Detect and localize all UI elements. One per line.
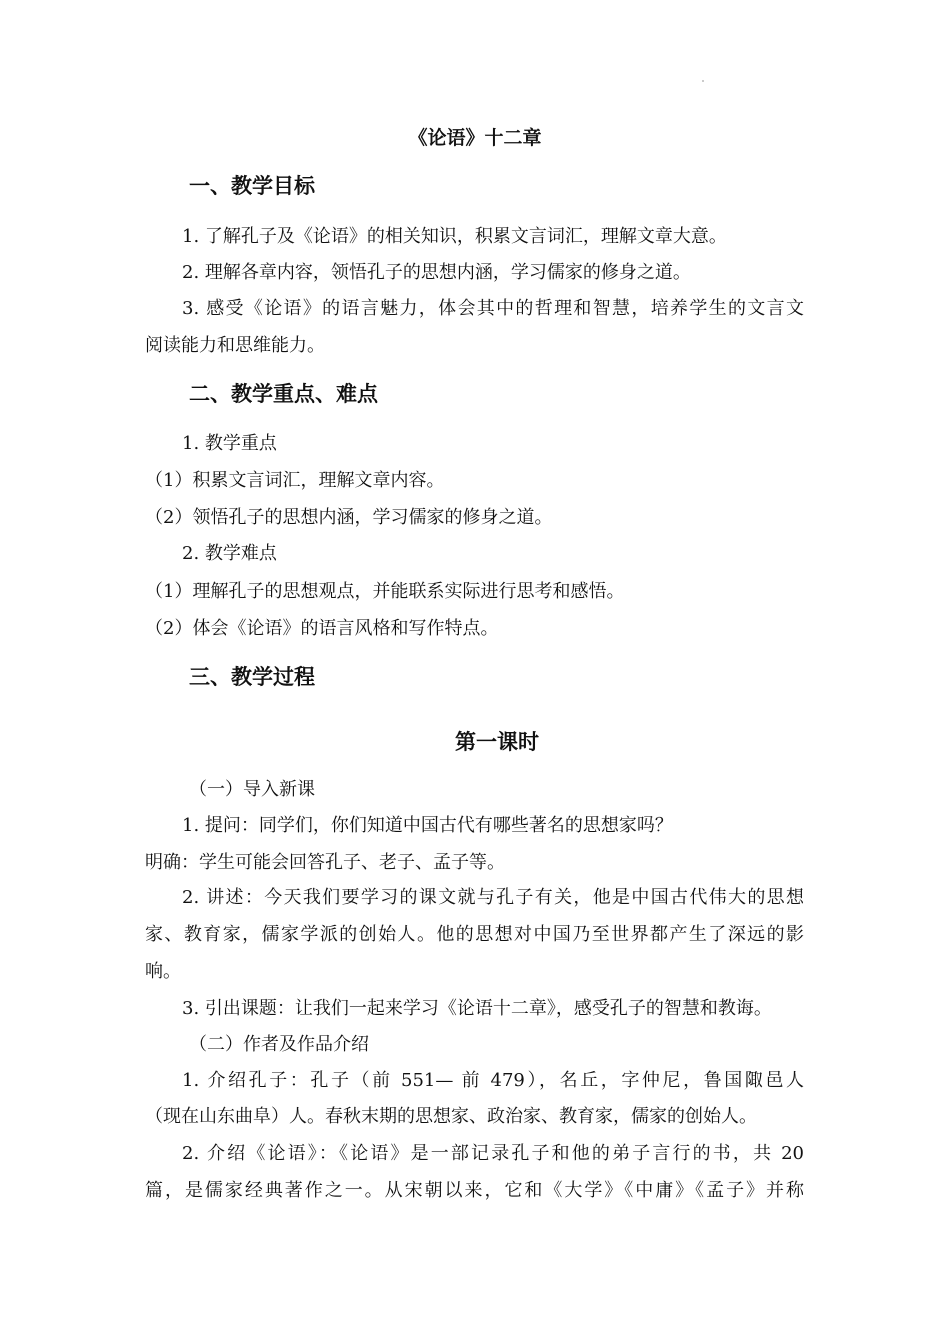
author-item-2-line-2: 篇，是儒家经典著作之一。从宋朝以来，它和《大学》《中庸》《孟子》并称 (145, 1180, 804, 1201)
author-item-2-line-1: 2. 介绍《论语》：《论语》是一部记录孔子和他的弟子言行的书，共 20 (182, 1143, 804, 1164)
goal-item-1: 1. 了解孔子及《论语》的相关知识，积累文言词汇，理解文章大意。 (182, 226, 727, 247)
section-heading-process: 三、教学过程 (189, 665, 315, 689)
section-heading-keypoints: 二、教学重点、难点 (189, 382, 378, 406)
intro-question-1: 1. 提问：同学们，你们知道中国古代有哪些著名的思想家吗？ (182, 815, 673, 836)
keypoint-sub-heading-1: 1. 教学重点 (182, 433, 277, 454)
document-title: 《论语》十二章 (408, 127, 542, 149)
difficulty-item-2: （2）体会《论语》的语言风格和写作特点。 (145, 618, 499, 639)
lesson-title: 第一课时 (455, 730, 539, 754)
intro-item-3: 3. 引出课题：让我们一起来学习《论语十二章》，感受孔子的智慧和教诲。 (182, 998, 772, 1019)
difficulty-sub-heading: 2. 教学难点 (182, 543, 277, 564)
goal-item-3-line-2: 阅读能力和思维能力。 (145, 335, 325, 356)
part-heading-author: （二）作者及作品介绍 (189, 1034, 369, 1055)
keypoint-item-1: （1）积累文言词汇，理解文章内容。 (145, 470, 445, 491)
keypoint-item-2: （2）领悟孔子的思想内涵，学习儒家的修身之道。 (145, 507, 553, 528)
intro-item-2-line-3: 响。 (145, 961, 181, 982)
difficulty-item-1: （1）理解孔子的思想观点，并能联系实际进行思考和感悟。 (145, 581, 625, 602)
author-item-1-line-2: （现在山东曲阜）人。春秋末期的思想家、政治家、教育家，儒家的创始人。 (145, 1106, 757, 1127)
intro-item-2-line-2: 家、教育家，儒家学派的创始人。他的思想对中国乃至世界都产生了深远的影 (145, 924, 804, 945)
author-item-1-line-1: 1. 介绍孔子：孔子（前 551— 前 479），名丘，字仲尼，鲁国陬邑人 (182, 1070, 804, 1091)
intro-answer-1: 明确：学生可能会回答孔子、老子、孟子等。 (145, 852, 505, 873)
section-heading-goals: 一、教学目标 (189, 174, 315, 198)
goal-item-3-line-1: 3. 感受《论语》的语言魅力，体会其中的哲理和智慧，培养学生的文言文 (182, 298, 804, 319)
intro-item-2-line-1: 2. 讲述：今天我们要学习的课文就与孔子有关，他是中国古代伟大的思想 (182, 887, 804, 908)
page-dot (702, 80, 704, 82)
part-heading-intro: （一）导入新课 (189, 779, 315, 800)
goal-item-2: 2. 理解各章内容，领悟孔子的思想内涵，学习儒家的修身之道。 (182, 262, 691, 283)
